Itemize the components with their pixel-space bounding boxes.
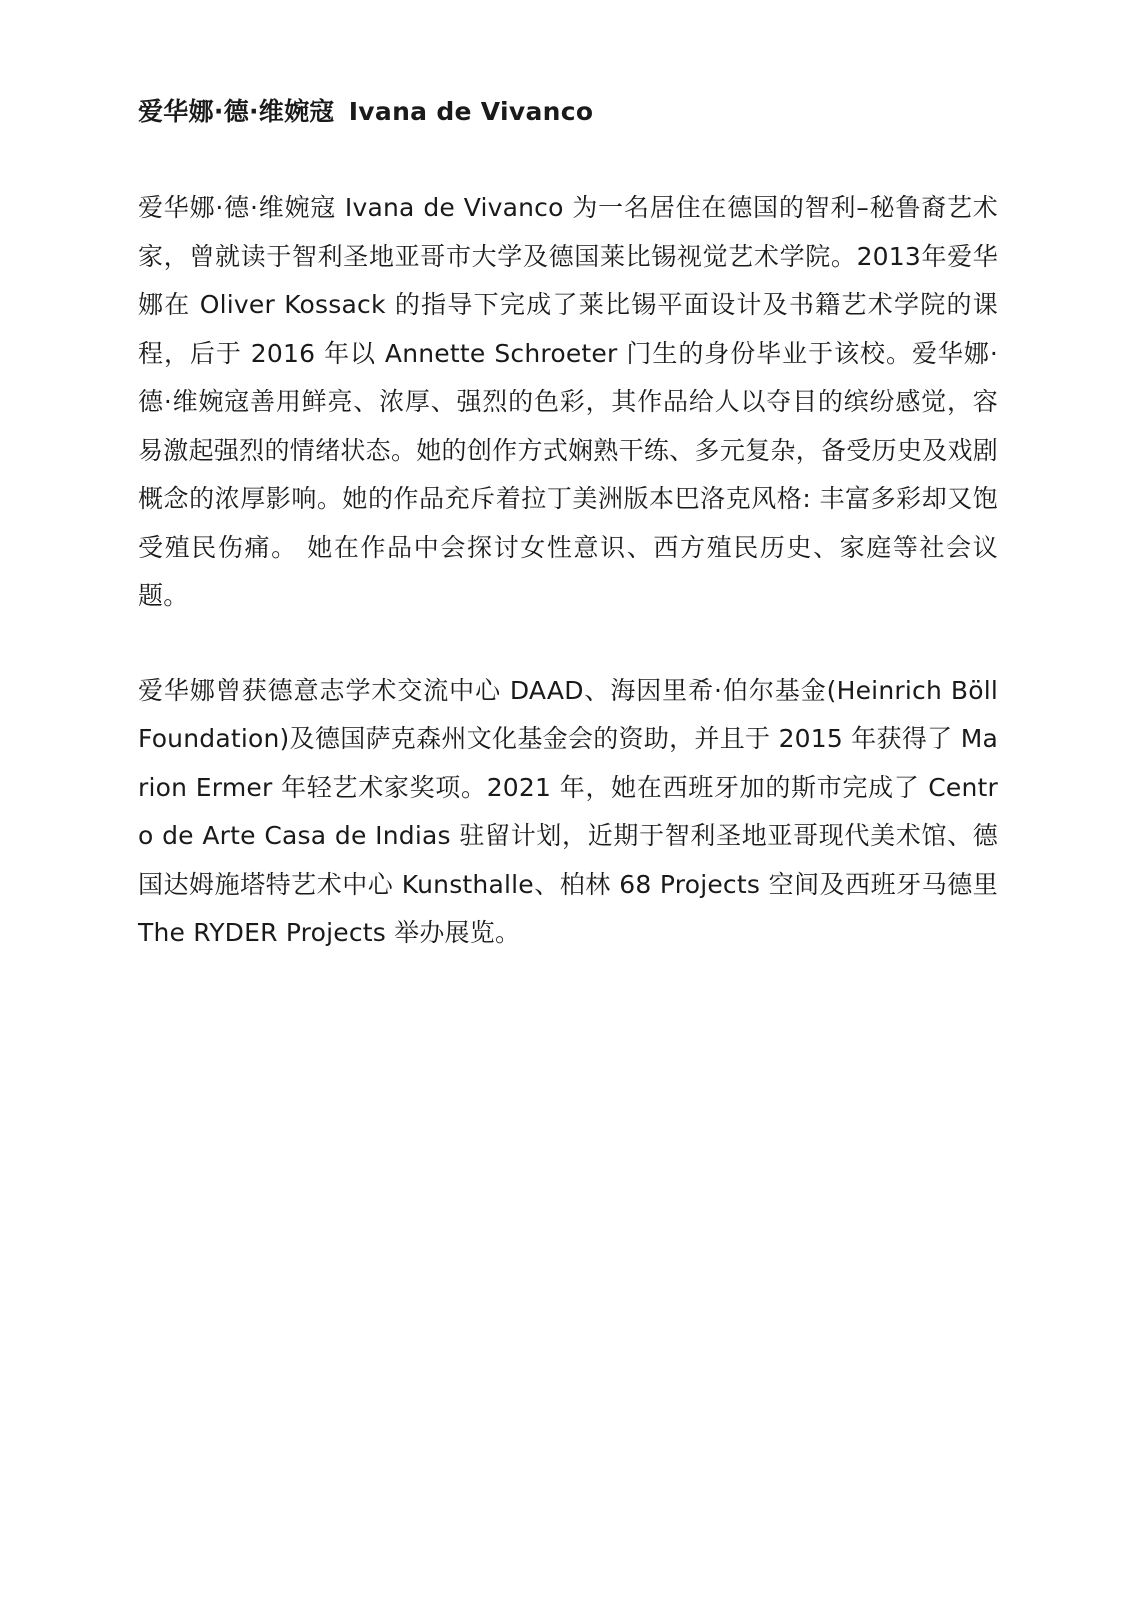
biography-paragraph-2: 爱华娜曾获德意志学术交流中心 DAAD、海因里希·伯尔基金(Heinrich Böll Foundation)及德国萨克森州文化基金会的资助，并且于 2015 年获得了 Marion Ermer 年轻艺术家奖项。2021 年，她在西班牙加的斯市完成了 Centro de Arte Casa de Indias 驻留计划，近期于智利圣地亚哥现代美术馆、德国达姆施塔特艺术中心 Kunsthalle、柏林 68 Projects 空间及西班牙马德里 The RYDER Projects 举办展览。	[138, 675, 998, 947]
artist-name-chinese: 爱华娜·德·维婉寇	[138, 97, 335, 126]
document-content	[138, 92, 998, 1004]
artist-title	[138, 92, 998, 132]
artist-name-english: Ivana de Vivanco	[348, 97, 594, 126]
biography-paragraph-1: 爱华娜·德·维婉寇 Ivana de Vivanco 为一名居住在德国的智利–秘鲁裔艺术家，曾就读于智利圣地亚哥市大学及德国莱比锡视觉艺术学院。2013年爱华娜在 Oliver Kossack 的指导下完成了莱比锡平面设计及书籍艺术学院的课程，后于 2016 年以 Annette Schroeter 门生的身份毕业于该校。爱华娜·德·维婉寇善用鲜亮、浓厚、强烈的色彩，其作品给人以夺目的缤纷感觉，容易激起强烈的情绪状态。她的创作方式娴熟干练、多元复杂，备受历史及戏剧概念的浓厚影响。她的作品充斥着拉丁美洲版本巴洛克风格: 丰富多彩却又饱受殖民伤痛。 她在作品中会探讨女性意识、西方殖民历史、家庭等社会议题。	[138, 193, 998, 610]
